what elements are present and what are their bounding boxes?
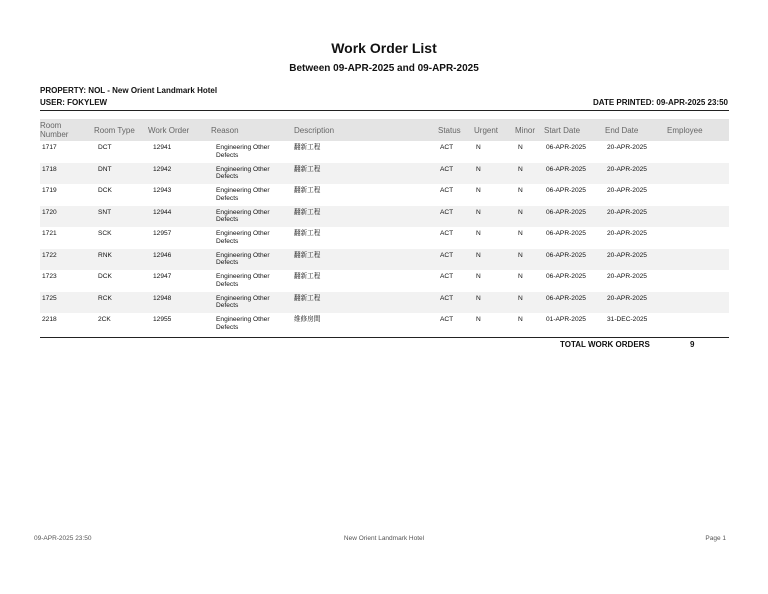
col-urgent: Urgent: [474, 126, 499, 135]
header-divider: [40, 110, 729, 111]
cell-start-date: 06-APR-2025: [546, 144, 586, 151]
table-row: [40, 292, 729, 314]
cell-end-date: 20-APR-2025: [607, 273, 647, 280]
col-minor: Minor: [515, 126, 536, 135]
cell-description: 翻新工程: [294, 165, 321, 173]
cell-room: 1719: [42, 187, 57, 194]
cell-start-date: 06-APR-2025: [546, 165, 586, 173]
cell-room-type: 2CK: [98, 316, 111, 323]
cell-end-date: 20-APR-2025: [607, 294, 647, 302]
work-order-table: [40, 119, 729, 335]
cell-work-order: 12944: [153, 208, 172, 216]
cell-room: 1720: [42, 208, 57, 216]
cell-minor: N: [518, 187, 523, 194]
cell-description: 翻新工程: [294, 251, 321, 259]
cell-start-date: 06-APR-2025: [546, 208, 586, 216]
col-work-order: Work Order: [148, 126, 190, 135]
table-row: [40, 270, 729, 292]
cell-urgent: N: [476, 165, 481, 173]
cell-reason: Engineering Other Defects: [216, 165, 270, 180]
table-row: [40, 163, 729, 185]
cell-work-order: 12948: [153, 294, 172, 302]
cell-start-date: 06-APR-2025: [546, 230, 586, 237]
table-row: [40, 184, 729, 206]
cell-room: 1718: [42, 165, 57, 173]
cell-room: 1721: [42, 230, 57, 237]
report-subtitle: Between 09-APR-2025 and 09-APR-2025: [289, 63, 479, 74]
footer-page-number: Page 1: [705, 535, 726, 542]
col-status: Status: [438, 126, 461, 135]
col-employee: Employee: [667, 126, 703, 135]
cell-minor: N: [518, 294, 523, 302]
table-header: [40, 119, 729, 141]
cell-status: ACT: [440, 230, 454, 237]
cell-work-order: 12947: [153, 273, 172, 280]
cell-reason: Engineering Other Defects: [216, 187, 270, 202]
cell-status: ACT: [440, 294, 454, 302]
cell-description: 翻新工程: [294, 144, 321, 151]
cell-status: ACT: [440, 187, 454, 194]
cell-room-type: DCK: [98, 273, 112, 280]
cell-urgent: N: [476, 294, 481, 302]
user-label: USER: FOKYLEW: [40, 98, 108, 107]
cell-description: 翻新工程: [294, 294, 321, 302]
report-title: Work Order List: [331, 40, 437, 56]
table-row: [40, 227, 729, 249]
cell-room-type: DCT: [98, 144, 112, 151]
cell-reason: Engineering Other Defects: [216, 316, 270, 331]
cell-room-type: RCK: [98, 294, 112, 302]
cell-room-type: RNK: [98, 251, 112, 259]
col-end-date: End Date: [605, 126, 639, 135]
col-start-date: Start Date: [544, 126, 581, 135]
cell-description: 翻新工程: [294, 273, 321, 280]
table-row: [40, 141, 729, 163]
cell-status: ACT: [440, 208, 454, 216]
cell-minor: N: [518, 316, 523, 323]
footer-hotel-name: New Orient Landmark Hotel: [343, 535, 425, 542]
cell-reason: Engineering Other Defects: [216, 294, 270, 309]
cell-work-order: 12946: [153, 251, 172, 259]
cell-work-order: 12955: [153, 316, 172, 323]
cell-start-date: 06-APR-2025: [546, 251, 586, 259]
cell-end-date: 20-APR-2025: [607, 251, 647, 259]
cell-status: ACT: [440, 273, 454, 280]
cell-room-type: DNT: [98, 165, 112, 173]
cell-end-date: 20-APR-2025: [607, 208, 647, 216]
col-description: Description: [294, 126, 335, 135]
cell-status: ACT: [440, 316, 454, 323]
property-label: PROPERTY: NOL - New Orient Landmark Hotel: [40, 86, 218, 95]
cell-room-type: SNT: [98, 208, 112, 216]
cell-room: 1725: [42, 294, 57, 302]
cell-end-date: 20-APR-2025: [607, 187, 647, 194]
cell-room: 1722: [42, 251, 57, 259]
cell-urgent: N: [476, 316, 481, 323]
col-room-number: Room Number: [40, 121, 69, 139]
cell-minor: N: [518, 208, 523, 216]
cell-status: ACT: [440, 251, 454, 259]
cell-room: 1723: [42, 273, 57, 280]
date-printed: DATE PRINTED: 09-APR-2025 23:50: [592, 98, 728, 107]
cell-room-type: DCK: [98, 187, 112, 194]
cell-end-date: 20-APR-2025: [607, 144, 647, 151]
cell-end-date: 20-APR-2025: [607, 165, 647, 173]
table-row: [40, 313, 729, 335]
cell-work-order: 12942: [153, 165, 172, 173]
cell-room: 2218: [42, 316, 57, 323]
cell-room-type: SCK: [98, 230, 112, 237]
cell-description: 翻新工程: [294, 208, 321, 216]
cell-reason: Engineering Other Defects: [216, 144, 270, 159]
cell-reason: Engineering Other Defects: [216, 273, 270, 288]
cell-start-date: 06-APR-2025: [546, 294, 586, 302]
cell-minor: N: [518, 144, 523, 151]
cell-end-date: 31-DEC-2025: [607, 316, 648, 323]
table-row: [40, 249, 729, 271]
cell-urgent: N: [476, 187, 481, 194]
cell-work-order: 12957: [153, 230, 172, 237]
col-reason: Reason: [211, 126, 239, 135]
total-work-orders-value: 9: [690, 340, 695, 349]
cell-description: 翻新工程: [294, 187, 321, 194]
cell-minor: N: [518, 165, 523, 173]
cell-reason: Engineering Other Defects: [216, 251, 270, 266]
cell-start-date: 06-APR-2025: [546, 187, 586, 194]
cell-urgent: N: [476, 230, 481, 237]
cell-urgent: N: [476, 208, 481, 216]
cell-reason: Engineering Other Defects: [216, 208, 270, 223]
cell-description: 维修房間: [294, 316, 321, 323]
col-room-type: Room Type: [94, 126, 135, 135]
total-work-orders-label: TOTAL WORK ORDERS: [560, 340, 650, 349]
cell-reason: Engineering Other Defects: [216, 230, 270, 245]
cell-status: ACT: [440, 165, 454, 173]
footer-timestamp: 09-APR-2025 23:50: [34, 535, 92, 542]
table-bottom-divider: [40, 337, 729, 338]
cell-start-date: 01-APR-2025: [546, 316, 586, 323]
cell-minor: N: [518, 273, 523, 280]
cell-room: 1717: [42, 144, 57, 151]
cell-urgent: N: [476, 273, 481, 280]
cell-start-date: 06-APR-2025: [546, 273, 586, 280]
cell-work-order: 12943: [153, 187, 172, 194]
cell-description: 翻新工程: [294, 230, 321, 237]
cell-urgent: N: [476, 144, 481, 151]
table-row: [40, 206, 729, 228]
cell-status: ACT: [440, 144, 454, 151]
cell-urgent: N: [476, 251, 481, 259]
cell-minor: N: [518, 251, 523, 259]
cell-end-date: 20-APR-2025: [607, 230, 647, 237]
cell-minor: N: [518, 230, 523, 237]
cell-work-order: 12941: [153, 144, 172, 151]
